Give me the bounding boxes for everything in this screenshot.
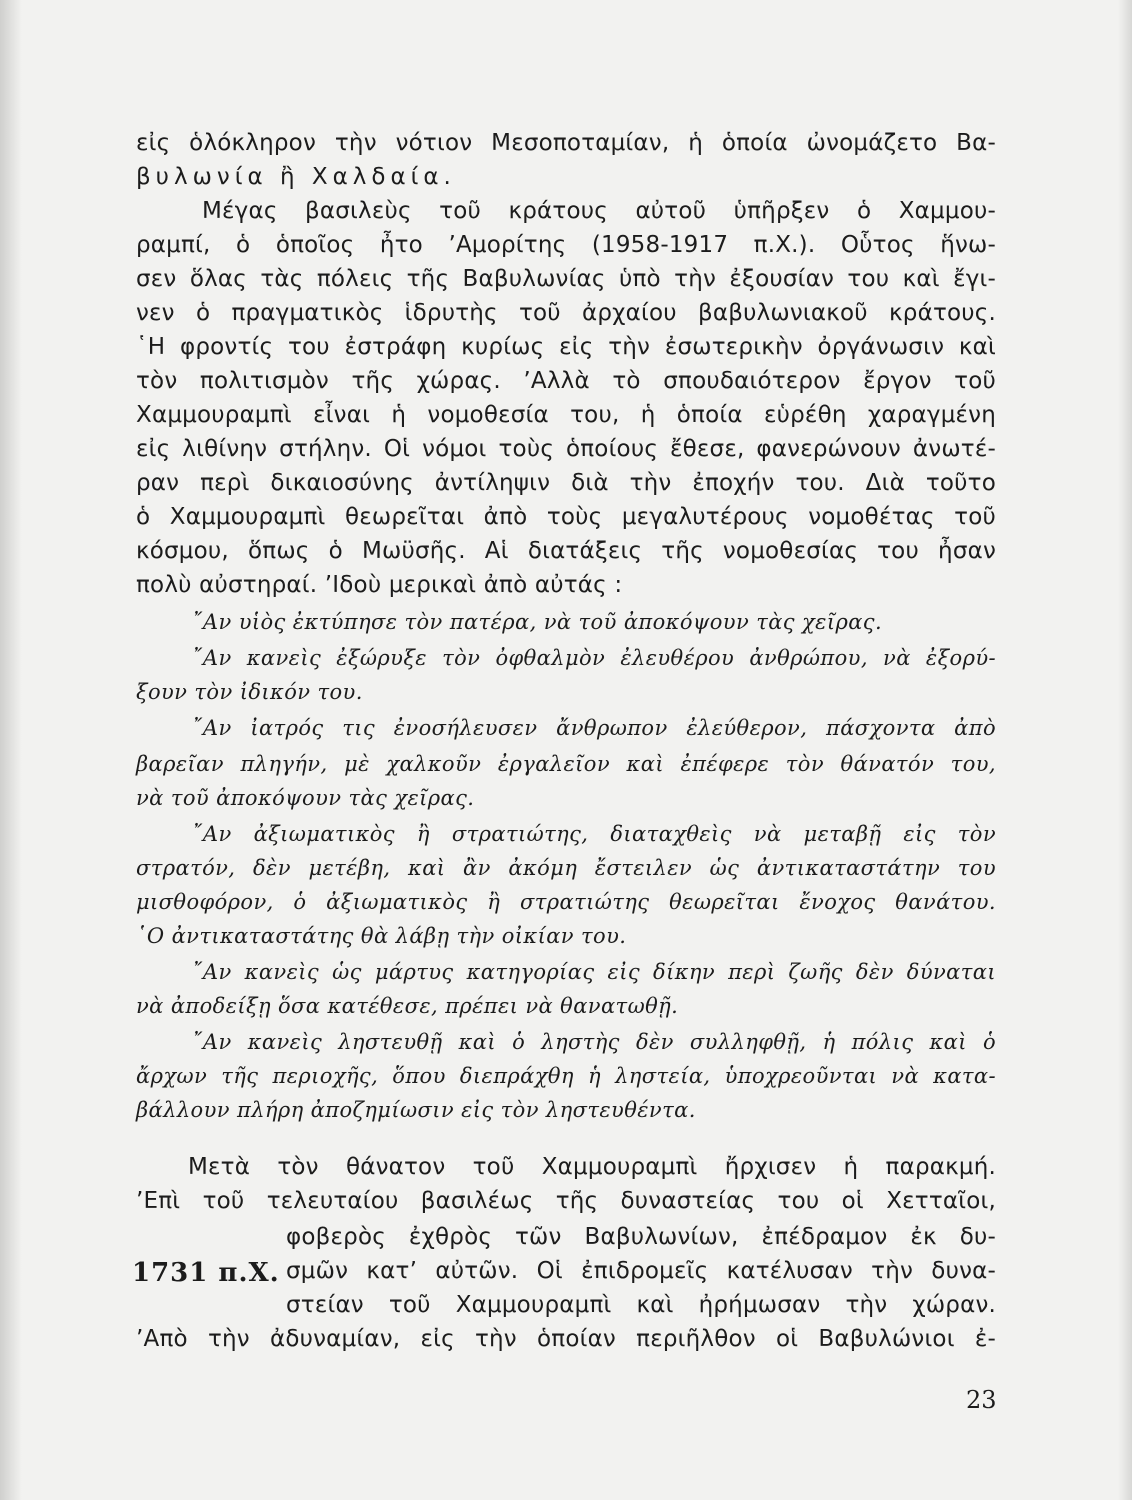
law-line: ῎Αν κανεὶς ληστευθῇ καὶ ὁ ληστὴς δὲν συλληφθῇ, ἡ πόλις καὶ ὁ — [192, 1030, 996, 1054]
law-line: ῎Αν κανεὶς ἐξώρυξε τὸν ὀφθαλμὸν ἐλευθέρου ἀνθρώπου, νὰ ἐξορύ- — [192, 646, 996, 670]
text-line: ραν περὶ δικαιοσύνης ἀντίληψιν διὰ τὴν ἐποχήν του. Διὰ τοῦτο — [136, 470, 996, 496]
text-line: Μετὰ τὸν θάνατον τοῦ Χαμμουραμπὶ ἤρχισεν ἡ παρακμή. — [188, 1154, 996, 1180]
text-line: ’Επὶ τοῦ τελευταίου βασιλέως τῆς δυναστείας του οἱ Χετταῖοι, — [136, 1188, 996, 1214]
text-line: εἰς ὁλόκληρον τὴν νότιον Μεσοποταμίαν, ἡ ὁποία ὠνομάζετο Βα- — [136, 130, 996, 156]
page-edge-right — [1118, 0, 1132, 1500]
law-line: ἄρχων τῆς περιοχῆς, ὅπου διεπράχθη ἡ ληστεία, ὑποχρεοῦνται νὰ κατα- — [136, 1064, 996, 1088]
text-line: Μέγας βασιλεὺς τοῦ κράτους αὐτοῦ ὑπῆρξεν ὁ Χαμμου- — [202, 198, 996, 224]
text-line: εἰς λιθίνην στήλην. Οἱ νόμοι τοὺς ὁποίους ἔθεσε, φανερώνουν ἀνωτέ- — [136, 436, 996, 462]
law-line: ῎Αν υἱὸς ἐκτύπησε τὸν πατέρα, νὰ τοῦ ἀποκόψουν τὰς χεῖρας. — [192, 610, 883, 634]
text-line: στείαν τοῦ Χαμμουραμπὶ καὶ ἠρήμωσαν τὴν χώραν. — [286, 1292, 996, 1318]
law-line: ῎Αν ἰατρός τις ἐνοσήλευσεν ἄνθρωπον ἐλεύθερον, πάσχοντα ἀπὸ — [192, 716, 996, 740]
law-line: βαρεῖαν πληγήν, μὲ χαλκοῦν ἐργαλεῖον καὶ ἐπέφερε τὸν θάνατόν του, — [136, 752, 996, 776]
text-line: ’Απὸ τὴν ἀδυναμίαν, εἰς τὴν ὁποίαν περιῆλθον οἱ Βαβυλώνιοι ἐ- — [136, 1326, 996, 1352]
text-line: σεν ὅλας τὰς πόλεις τῆς Βαβυλωνίας ὑπὸ τὴν ἐξουσίαν του καὶ ἔγι- — [136, 266, 996, 292]
text-line: ὁ Χαμμουραμπὶ θεωρεῖται ἀπὸ τοὺς μεγαλυτέρους νομοθέτας τοῦ — [136, 504, 996, 530]
text-line: κόσμου, ὅπως ὁ Μωϋσῆς. Αἱ διατάξεις τῆς νομοθεσίας του ἦσαν — [136, 538, 996, 564]
page-number: 23 — [966, 1386, 997, 1414]
law-line: ῎Αν κανεὶς ὡς μάρτυς κατηγορίας εἰς δίκην περὶ ζωῆς δὲν δύναται — [192, 960, 996, 984]
text-line: νεν ὁ πραγματικὸς ἱδρυτὴς τοῦ ἀρχαίου βαβυλωνιακοῦ κράτους. — [136, 300, 996, 326]
law-line: βάλλουν πλήρη ἀποζημίωσιν εἰς τὸν ληστευθέντα. — [136, 1098, 696, 1122]
text-line: σμῶν κατ’ αὐτῶν. Οἱ ἐπιδρομεῖς κατέλυσαν τὴν δυνα- — [286, 1258, 996, 1284]
law-line: ῾Ο ἀντικαταστάτης θὰ λάβῃ τὴν οἰκίαν του. — [136, 924, 627, 948]
text-line: πολὺ αὐστηραί. ’Ιδοὺ μερικαὶ ἀπὸ αὐτάς : — [136, 572, 623, 598]
law-line: ξουν τὸν ἰδικόν του. — [136, 680, 363, 704]
text-line: ραμπί, ὁ ὁποῖος ἦτο ’Αμορίτης (1958-1917 π.Χ.). Οὗτος ἥνω- — [136, 232, 996, 258]
page-edge-left — [0, 0, 22, 1500]
law-line: νὰ ἀποδείξῃ ὅσα κατέθεσε, πρέπει νὰ θανατωθῇ. — [136, 994, 679, 1018]
law-line: μισθοφόρον, ὁ ἀξιωματικὸς ἢ στρατιώτης θεωρεῖται ἔνοχος θανάτου. — [136, 890, 996, 914]
law-line: ῎Αν ἀξιωματικὸς ἢ στρατιώτης, διαταχθεὶς νὰ μεταβῇ εἰς τὸν — [192, 822, 996, 846]
text-line: φοβερὸς ἐχθρὸς τῶν Βαβυλωνίων, ἐπέδραμον ἐκ δυ- — [286, 1224, 996, 1250]
text-line: βυλωνία ἢ Χαλδαία. — [136, 164, 456, 190]
text-line: ῾Η φροντίς του ἐστράφη κυρίως εἰς τὴν ἐσωτερικὴν ὀργάνωσιν καὶ — [136, 334, 996, 360]
margin-date: 1731 π.Χ. — [132, 1258, 280, 1288]
law-line: στρατόν, δὲν μετέβη, καὶ ἂν ἀκόμη ἔστειλεν ὡς ἀντικαταστάτην του — [136, 856, 996, 880]
text-line: Χαμμουραμπὶ εἶναι ἡ νομοθεσία του, ἡ ὁποία εὑρέθη χαραγμένη — [136, 402, 996, 428]
law-line: νὰ τοῦ ἀποκόψουν τὰς χεῖρας. — [136, 786, 475, 810]
text-line: τὸν πολιτισμὸν τῆς χώρας. ’Αλλὰ τὸ σπουδαιότερον ἔργον τοῦ — [136, 368, 996, 394]
